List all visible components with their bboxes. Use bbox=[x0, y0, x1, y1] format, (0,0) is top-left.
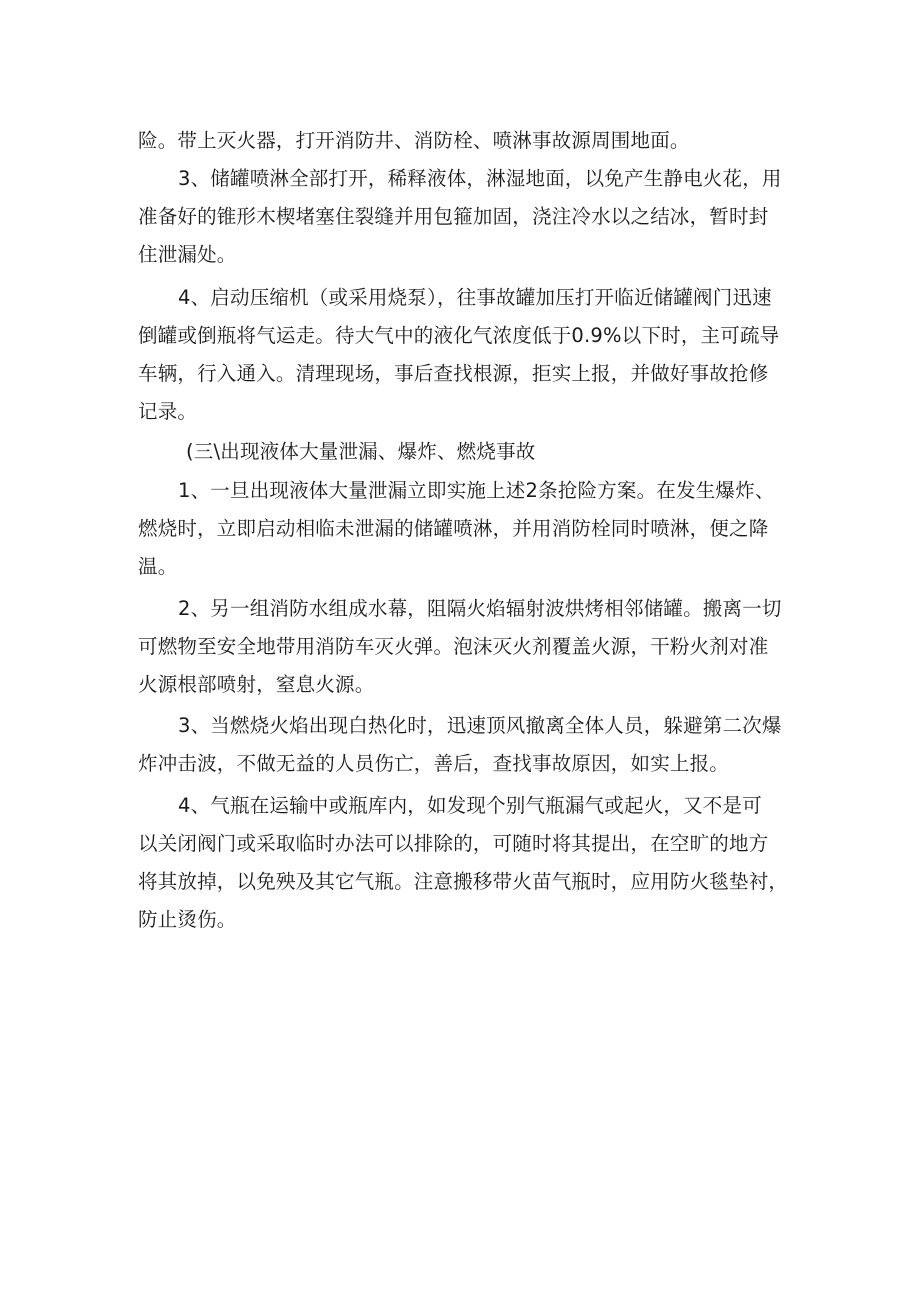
text-line: 1、一旦出现液体大量泄漏立即实施上述2条抢险方案。在发生爆炸、 bbox=[178, 479, 775, 502]
text-line: 4、启动压缩机（或采用烧泵），往事故罐加压打开临近储罐阀门迅速 bbox=[178, 286, 772, 309]
text-line: 3、储罐喷淋全部打开，稀释液体，淋湿地面，以免产生静电火花，用 bbox=[178, 167, 782, 190]
text-line: 险。带上灭火器，打开消防井、消防栓、喷淋事故源周围地面。 bbox=[138, 129, 690, 152]
text-line: 防止烫伤。 bbox=[138, 908, 237, 931]
text-line: 倒罐或倒瓶将气运走。待大气中的液化气浓度低于0.9%以下时，主可疏导 bbox=[138, 324, 780, 347]
text-line: 住泄漏处。 bbox=[138, 243, 237, 266]
text-line: 3、当燃烧火焰出现白热化时，迅速顶风撤离全体人员，躲避第二次爆 bbox=[178, 714, 782, 737]
text-line: 2、另一组消防水组成水幕，阻隔火焰辐射波烘烤相邻储罐。搬离一切 bbox=[178, 597, 782, 620]
text-line: 以关闭阀门或采取临时办法可以排除的，可随时将其提出，在空旷的地方 bbox=[138, 832, 769, 855]
text-line: 燃烧时，立即启动相临未泄漏的储罐喷淋，并用消防栓同时喷淋，便之降 bbox=[138, 517, 769, 540]
text-line: 将其放掉，以免殃及其它气瓶。注意搬移带火苗气瓶时，应用防火毯垫衬， bbox=[138, 870, 789, 893]
text-line: 可燃物至安全地带用消防车灭火弹。泡沫灭火剂覆盖火源，干粉火剂对准 bbox=[138, 635, 769, 658]
text-line: 准备好的锥形木楔堵塞住裂缝并用包箍加固，浇注冷水以之结冰，暂时封 bbox=[138, 205, 769, 228]
text-line: 温。 bbox=[138, 555, 178, 578]
text-line: 车辆，行入通入。清理现场，事后查找根源，拒实上报，并做好事故抢修 bbox=[138, 362, 769, 385]
section-heading: (三\出现液体大量泄漏、爆炸、燃烧事故 bbox=[186, 440, 536, 463]
text-line: 火源根部喷射，窒息火源。 bbox=[138, 673, 375, 696]
text-line: 记录。 bbox=[138, 400, 198, 423]
text-line: 炸冲击波，不做无益的人员伤亡，善后，查找事故原因，如实上报。 bbox=[138, 752, 730, 775]
text-line: 4、气瓶在运输中或瓶库内，如发现个别气瓶漏气或起火，又不是可 bbox=[178, 794, 762, 817]
